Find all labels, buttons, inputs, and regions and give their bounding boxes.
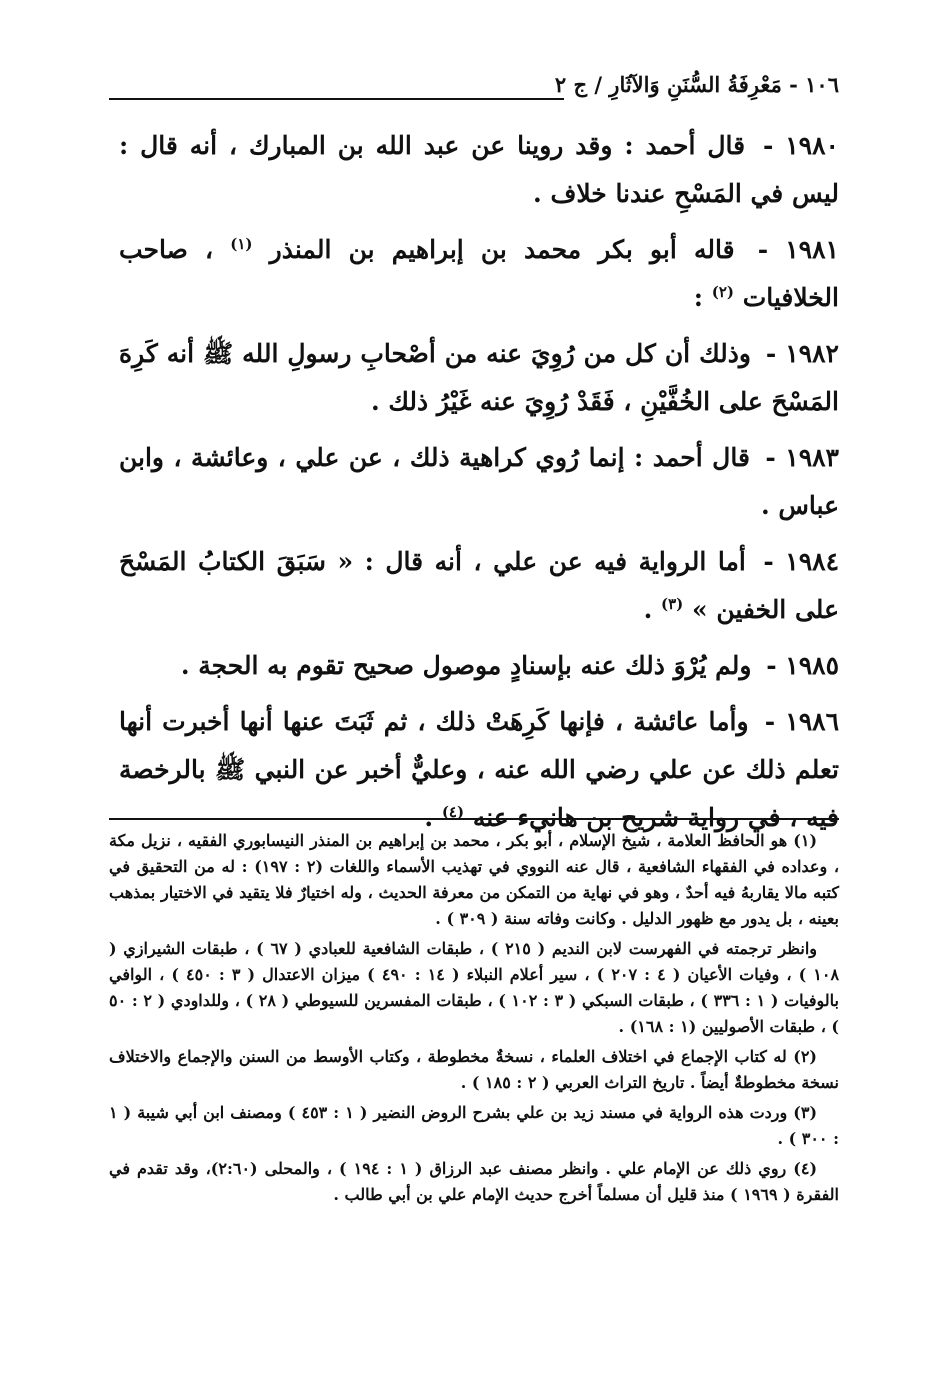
paragraph-1984 (119, 538, 839, 634)
footnote-3: (٣) وردت هذه الرواية في مسند زيد بن علي بشرح الروض النضير ( ١ : ٤٥٣ ) ومصنف ابن أبي شيبة ( ١ : ٣٠٠ ) . (109, 1103, 839, 1148)
header-divider (109, 98, 564, 100)
paragraph-number: ١٩٨٣ - (765, 443, 839, 472)
main-text (119, 122, 839, 850)
footnotes (109, 828, 839, 1212)
paragraph-text: قال أحمد : وقد روينا عن عبد الله بن المبارك ، أنه قال : ليس في المَسْحِ عندنا خلاف . (119, 131, 839, 208)
paragraph-text: : (693, 283, 704, 312)
paragraph-number: ١٩٨٥ - (766, 651, 839, 680)
footnote-ref: (١) (230, 235, 253, 253)
footnote-ref: (٤) (441, 803, 465, 821)
paragraph-1985 (119, 642, 839, 690)
paragraph-text: ، صاحب الخلافيات (119, 235, 839, 312)
paragraph-text: قال أحمد : إنما رُوي كراهية ذلك ، عن علي ، وعائشة ، وابن عباس . (119, 443, 839, 520)
paragraph-number: ١٩٨٤ - (763, 547, 839, 576)
paragraph-text: وذلك أن كل من رُوِيَ عنه من أصْحابِ رسولِ الله ﷺ أنه كَرِهَ المَسْحَ على الخُفَّيْنِ ، فَقَدْ رُوِيَ عنه غَيْرُ ذلك . (119, 339, 839, 416)
paragraph-number: ١٩٨٠ - (762, 131, 839, 160)
paragraph-1983 (119, 434, 839, 530)
paragraph-text: ولم يُرْوَ ذلك عنه بإسنادٍ موصول صحيح تقوم به الحجة . (180, 651, 752, 680)
paragraph-1986 (119, 698, 839, 842)
footnote-1-continued: وانظر ترجمته في الفهرست لابن النديم ( ٢١٥ ) ، طبقات الشافعية للعبادي ( ٦٧ ) ، طبقات الشيرازي ( ١٠٨ ) ، وفيات الأعيان ( ٤ : ٢٠٧ ) ، سير أعلام النبلاء ( ١٤ : ٤٩٠ ) ميزان الاعتدال ( ٣ : ٤٥٠ ) ، الوافي بالوفيات ( ١ : ٣٣٦ ) ، طبقات السبكي ( ٣ : ١٠٢ ) ، طبقات المفسرين للسيوطي ( ٢٨ ) ، وللداودي ( ٢ : ٥٠ ) ، طبقات الأصوليين (١ : ١٦٨) . (109, 939, 840, 1036)
paragraph-number: ١٩٨٢ - (765, 339, 839, 368)
paragraph-1982 (119, 330, 839, 426)
paragraph-1980 (119, 122, 839, 218)
paragraph-text: وأما عائشة ، فإنها كَرِهَتْ ذلك ، ثم ثَبَتَ عنها أنها أخبرت أنها تعلم ذلك عن علي رضي الله عنه ، وعليٌّ أخبر عن النبي ﷺ بالرخصة فيه ، في رواية شريح بن هانيء عنه (119, 707, 839, 832)
paragraph-number: ١٩٨٦ - (764, 707, 839, 736)
footnote-2: (٢) له كتاب الإجماع في اختلاف العلماء ، نسخةٌ مخطوطة ، وكتاب الأوسط من السنن والإجماع والاختلاف نسخة مخطوطةٌ أيضاً . تاريخ التراث العربي ( ٢ : ١٨٥ ) . (109, 1047, 839, 1092)
paragraph-text: . (424, 803, 434, 832)
paragraph-text: قاله أبو بكر محمد بن إبراهيم بن المنذر (269, 235, 735, 264)
footnote-divider (109, 818, 839, 820)
paragraph-1981 (119, 226, 839, 322)
footnote-1: (١) هو الحافظ العلامة ، شيخ الإسلام ، أبو بكر ، محمد بن إبراهيم بن المنذر النيسابوري الفقيه ، نزيل مكة ، وعداده في الفقهاء الشافعية ، قال عنه النووي في تهذيب الأسماء واللغات (٢ : ١٩٧) : له من التحقيق في كتبه مالا يقاربهُ فيه أحدٌ ، وهو في نهاية من التمكن من معرفة الحديث ، وله اختيارٌ فلا يتقيد في الاختيار بمذهب بعينه ، بل يدور مع ظهور الدليل . وكانت وفاته سنة ( ٣٠٩ ) . (109, 831, 840, 928)
paragraph-number: ١٩٨١ - (757, 235, 839, 264)
page-title: ١٠٦ - مَعْرِفَةُ السُّنَنِ وَالآثَارِ / ج ٢ (554, 72, 839, 97)
paragraph-text: . (643, 595, 653, 624)
paragraph-text: أما الرواية فيه عن علي ، أنه قال : « سَبَقَ الكتابُ المَسْحَ على الخفين » (119, 547, 839, 624)
footnote-ref: (٢) (711, 283, 735, 301)
footnote-ref: (٣) (661, 595, 684, 613)
running-header (109, 70, 839, 102)
footnote-4: (٤) روي ذلك عن الإمام علي . وانظر مصنف عبد الرزاق ( ١ : ١٩٤ ) ، والمحلى (٢:٦٠)، وقد تقدم في الفقرة ( ١٩٦٩ ) منذ قليل أن مسلماً أخرج حديث الإمام علي بن أبي طالب . (109, 1159, 839, 1204)
